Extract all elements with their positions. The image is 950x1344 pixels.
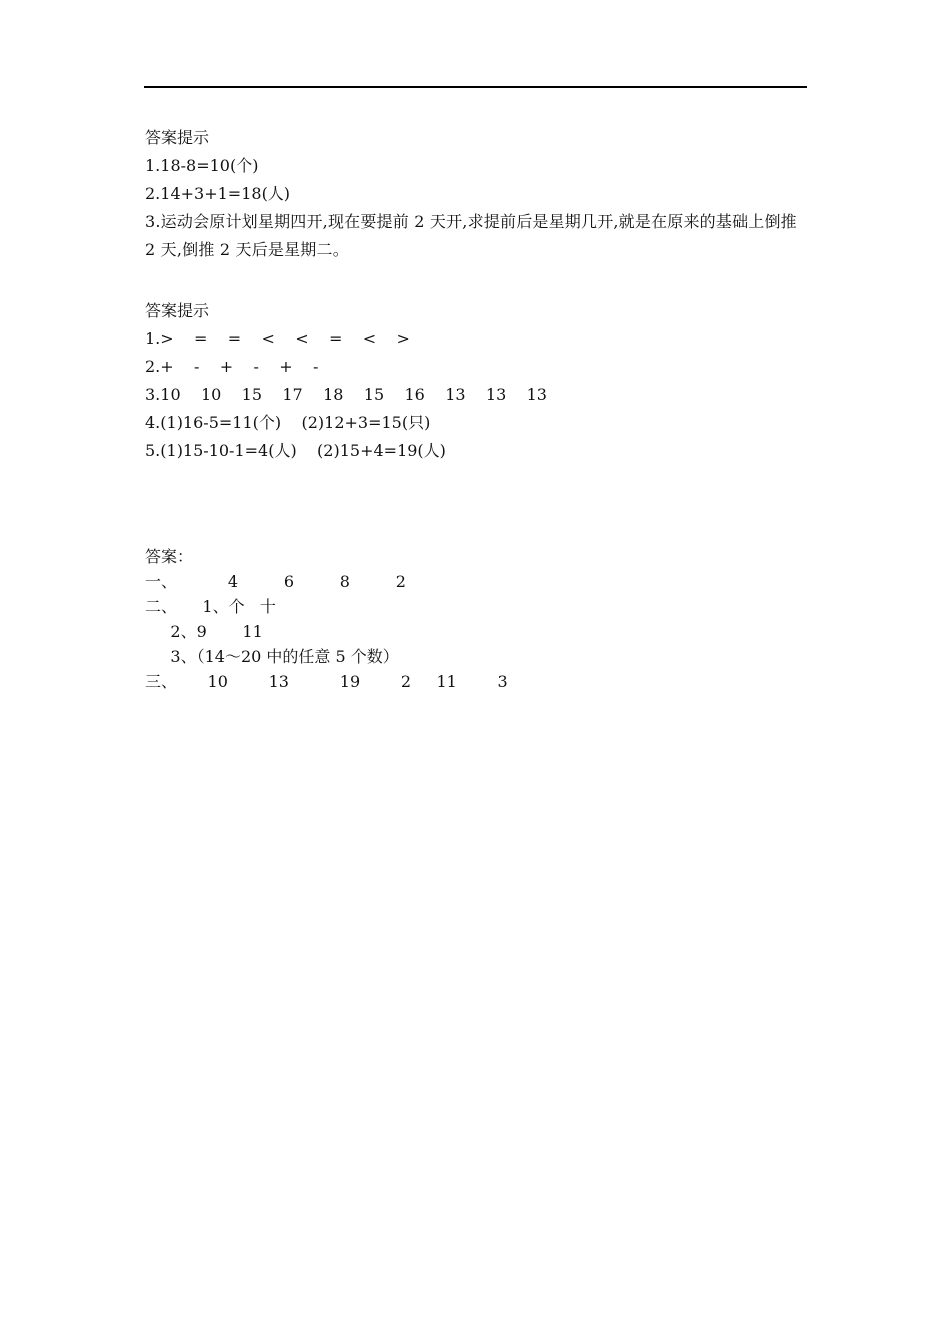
answer-line: 2.14+3+1=18(人)	[145, 184, 291, 203]
section-title: 答案提示	[145, 128, 210, 147]
answer-line: 2.+ - + - + -	[145, 357, 319, 376]
section-title: 答案：	[145, 547, 194, 566]
answer-hints-section-1	[145, 124, 810, 264]
answer-line: 2、9 11	[145, 622, 263, 641]
answer-line: 一、 4 6 8 2	[145, 572, 406, 591]
answer-line: 1.> = = < < = < >	[145, 329, 410, 348]
section-title: 答案提示	[145, 301, 210, 320]
answer-line: 3、（14～20 中的任意 5 个数）	[145, 647, 399, 666]
answer-line: 1.18-8=10(个)	[145, 156, 259, 175]
answer-line: 4.(1)16-5=11(个) (2)12+3=15(只)	[145, 413, 431, 432]
header-rule	[144, 86, 807, 88]
answer-line: 三、 10 13 19 2 11 3	[145, 672, 508, 691]
answer-line: 3.运动会原计划星期四开,现在要提前 2 天开,求提前后是星期几开,就是在原来的基础上倒推 2 天,倒推 2 天后是星期二。	[145, 212, 797, 259]
answers-section-3	[145, 544, 810, 694]
answer-hints-section-2	[145, 297, 810, 465]
answer-line: 5.(1)15-10-1=4(人) (2)15+4=19(人)	[145, 441, 446, 460]
answer-line: 二、 1、个 十	[145, 597, 276, 616]
answer-line: 3.10 10 15 17 18 15 16 13 13 13	[145, 385, 547, 404]
